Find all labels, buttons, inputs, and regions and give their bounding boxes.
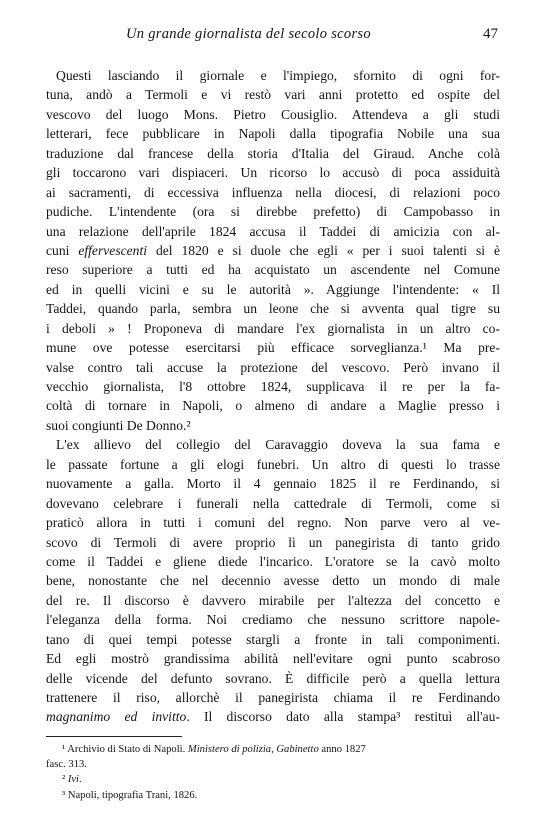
text-line: vecchio giornalista, l'8 ottobre 1824, supplicava il re per la fa- xyxy=(46,379,500,394)
text-line: mune ove potesse esercitarsi più efficace sorveglianza.¹ Ma pre- xyxy=(46,340,500,356)
text-line: del re. Il discorso è davvero mirabile per l'altezza del concetto e xyxy=(46,592,500,608)
text-line: una relazione dell'aprile 1824 accusa il Taddei di amicizia con al- xyxy=(46,223,500,239)
text-line: Ed egli mostrò grandissima abilità nell'evitare ogni punto scabroso xyxy=(46,651,500,667)
running-title: Un grande giornalista del secolo scorso xyxy=(126,26,371,42)
footnote-1: ¹ Archivio di Stato di Napoli. Ministero di polizia, Gabinetto anno 1827 xyxy=(62,744,366,755)
text-line: gli toccarono vari dispiaceri. Un ricorso lo accusò di poca assiduità xyxy=(46,165,500,181)
text-line: letterari, fece pubblicare in Napoli dalla tipografia Nobile una sua xyxy=(46,126,500,142)
text-line: L'ex allievo del collegio del Caravaggio doveva la sua fama e xyxy=(56,437,500,453)
text-line: delle vicende del defunto sovrano. È difficile però a quella lettura xyxy=(46,670,500,686)
text-line: Taddei, quando parla, sembra un leone che si avventa qual tigre su xyxy=(46,301,500,317)
text-line: ed in quelli vicini e su le autorità ». Aggiunge l'intendente: « Il xyxy=(46,281,500,297)
text-line: dovevano celebrare i funerali nella cattedrale di Termoli, come si xyxy=(46,495,500,511)
text-line: pudiche. L'intendente (ora si direbbe prefetto) di Campobasso in xyxy=(46,204,500,220)
text-line: reso superiore a tutti ed ha acquistato un ascendente nel Comune xyxy=(46,262,500,278)
footnote-3: ³ Napoli, tipografia Trani, 1826. xyxy=(62,789,198,801)
body-text xyxy=(46,66,500,727)
text-line: valse contro tali accuse la protezione del vescovo. Però invano il xyxy=(46,359,500,375)
text-line: ai sacramenti, di eccessiva influenza nella diocesi, di relazioni poco xyxy=(46,184,500,200)
footnote-1-continuation: fasc. 313. xyxy=(46,759,87,771)
page-number: 47 xyxy=(483,26,498,42)
text-line: cuni effervescenti del 1820 e si duole che egli « per i suoi talenti si è xyxy=(46,242,500,258)
text-line: vescovo del luogo Mons. Pietro Cousiglio. Attendeva a gli studi xyxy=(46,106,500,122)
text-line: tuna, andò a Termoli e vi restò vari anni protetto ed ospite del xyxy=(46,87,500,103)
text-line: come il Taddei e gliene diede l'incarico. L'oratore se la cavò molto xyxy=(46,553,500,569)
text-line: scovo di Termoli di avere proprio lì un panegirista di tanto grido xyxy=(46,534,500,550)
text-line: suoi congiunti De Donno.² xyxy=(46,417,191,433)
footnotes xyxy=(46,742,500,803)
text-line: Questi lasciando il giornale e l'impiego, sfornito di ogni for- xyxy=(56,68,500,83)
page-header xyxy=(0,26,550,46)
text-line: bene, nonostante che nel decennio avesse detto un mondo di male xyxy=(46,573,500,589)
text-line: magnanimo ed invitto. Il discorso dato alla stampa³ restituì all'au- xyxy=(46,709,500,725)
text-line: nuovamente a galla. Morto il 4 gennaio 1825 il re Ferdinando, si xyxy=(46,476,500,492)
footnote-divider xyxy=(46,736,182,737)
footnote-2: ² Ivi. xyxy=(62,774,82,786)
text-line: traduzione dal francese della storia d'Italia del Giraud. Anche colà xyxy=(46,145,500,161)
text-line: coltà di tornare in Napoli, o almeno di andare a Maglie presso i xyxy=(46,398,500,414)
text-line: tano di quei tempi potesse stargli a fronte in tali componimenti. xyxy=(46,631,500,647)
text-line: le passate fortune a gli elogi funebri. Un altro di questi lo trasse xyxy=(46,456,500,472)
text-line: l'eleganza della forma. Noi crediamo che nessuno scrittore napole- xyxy=(46,612,500,628)
text-line: trattenere il riso, allorchè il panegirista chiama il re Ferdinando xyxy=(46,690,500,705)
text-line: praticò allora in tutti i comuni del regno. Non parve vero al ve- xyxy=(46,515,500,531)
text-line: i deboli » ! Proponeva di mandare l'ex giornalista in un altro co- xyxy=(46,320,500,336)
